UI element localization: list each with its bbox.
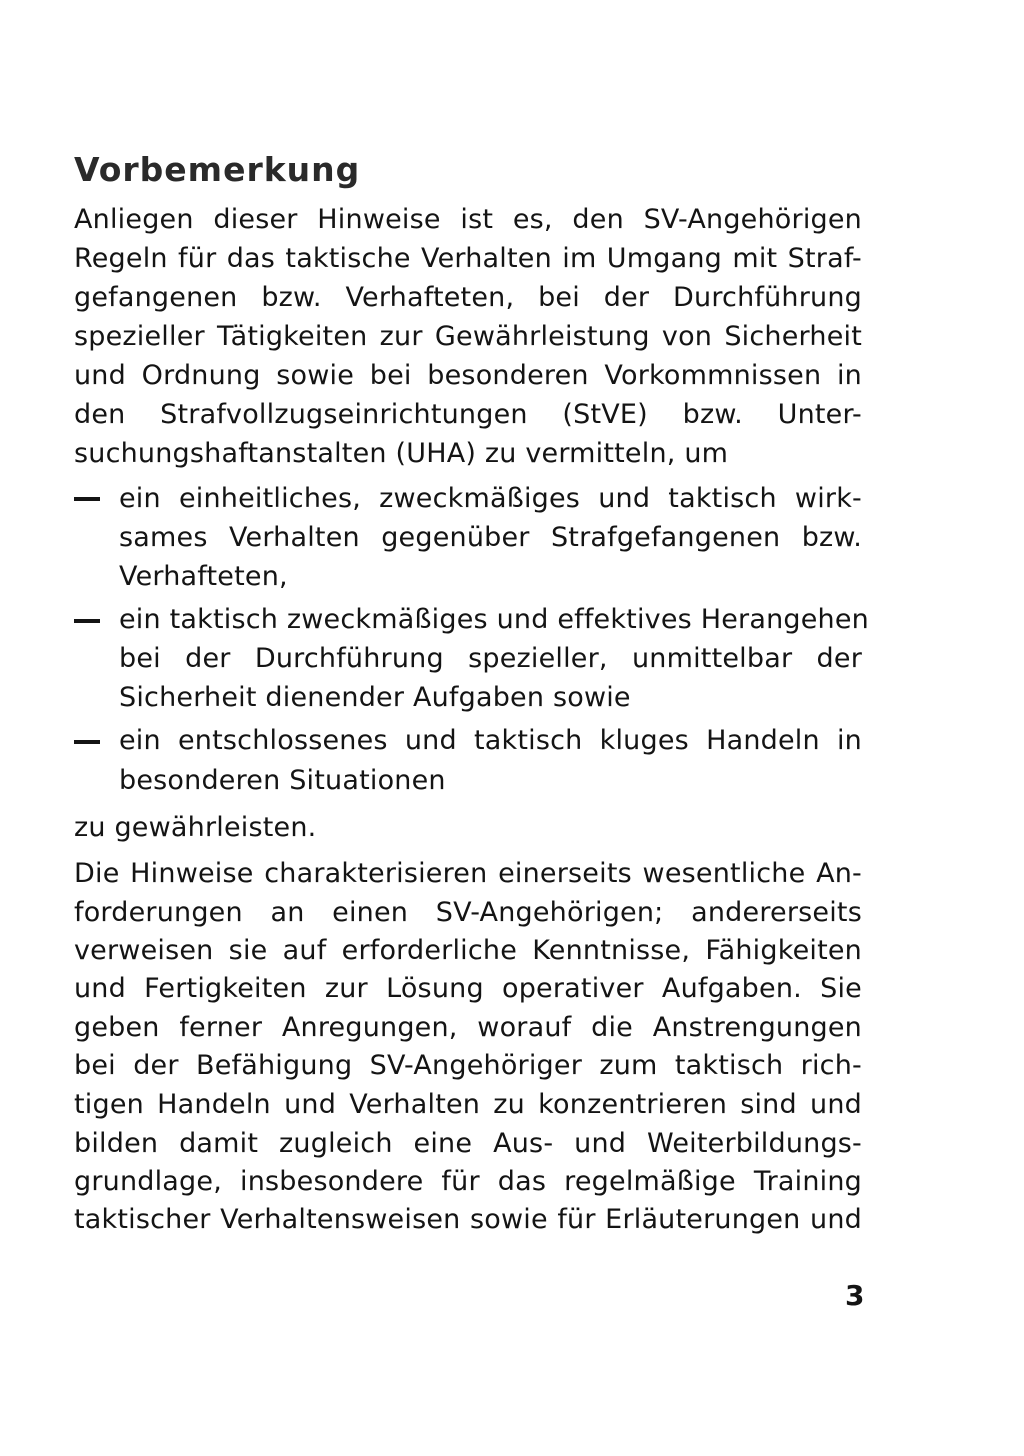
paragraph-line: Regeln für das taktische Verhalten im Umgang mit Straf- [74,243,862,274]
bullet-line: Sicherheit dienender Aufgaben sowie [119,682,631,713]
section-heading: Vorbemerkung [74,150,361,189]
bullet-line: bei der Durchführung spezieller, unmittelbar der [119,643,862,674]
dash-bullet [74,619,100,623]
page-number: 3 [845,1279,865,1312]
paragraph-line: und Fertigkeiten zur Lösung operativer Aufgaben. Sie [74,973,862,1004]
dash-bullet [74,740,100,744]
paragraph-line: tigen Handeln und Verhalten zu konzentrieren sind und [74,1089,862,1120]
paragraph-line: den Strafvollzugseinrichtungen (StVE) bzw. Unter- [74,399,862,430]
paragraph-line: grundlage, insbesondere für das regelmäßige Training [74,1166,862,1197]
bullet-line: ein taktisch zweckmäßiges und effektives Herangehen [119,604,869,635]
paragraph-line: geben ferner Anregungen, worauf die Anstrengungen [74,1012,862,1043]
paragraph-line: Anliegen dieser Hinweise ist es, den SV-Angehörigen [74,204,862,235]
paragraph-line: bilden damit zugleich eine Aus- und Weiterbildungs- [74,1128,862,1159]
paragraph-line: spezieller Tätigkeiten zur Gewährleistung von Sicherheit [74,321,862,352]
bullet-line: ein einheitliches, zweckmäßiges und taktisch wirk- [119,483,862,514]
paragraph-line: verweisen sie auf erforderliche Kenntnisse, Fähigkeiten [74,935,862,966]
paragraph-line: Die Hinweise charakterisieren einerseits wesentliche An- [74,858,862,889]
paragraph-line: bei der Befähigung SV-Angehöriger zum taktisch rich- [74,1050,862,1081]
paragraph-line: forderungen an einen SV-Angehörigen; andererseits [74,897,862,928]
closing-line: zu gewährleisten. [74,812,317,843]
paragraph-line: und Ordnung sowie bei besonderen Vorkommnissen in [74,360,862,391]
paragraph-line: taktischer Verhaltensweisen sowie für Erläuterungen und [74,1204,862,1235]
bullet-line: besonderen Situationen [119,765,446,796]
bullet-line: ein entschlossenes und taktisch kluges Handeln in [119,725,862,756]
bullet-line: Verhafteten, [119,561,288,592]
paragraph-line: suchungshaftanstalten (UHA) zu vermitteln, um [74,438,729,469]
dash-bullet [74,497,100,501]
bullet-line: sames Verhalten gegenüber Strafgefangenen bzw. [119,522,862,553]
paragraph-line: gefangenen bzw. Verhafteten, bei der Durchführung [74,282,862,313]
